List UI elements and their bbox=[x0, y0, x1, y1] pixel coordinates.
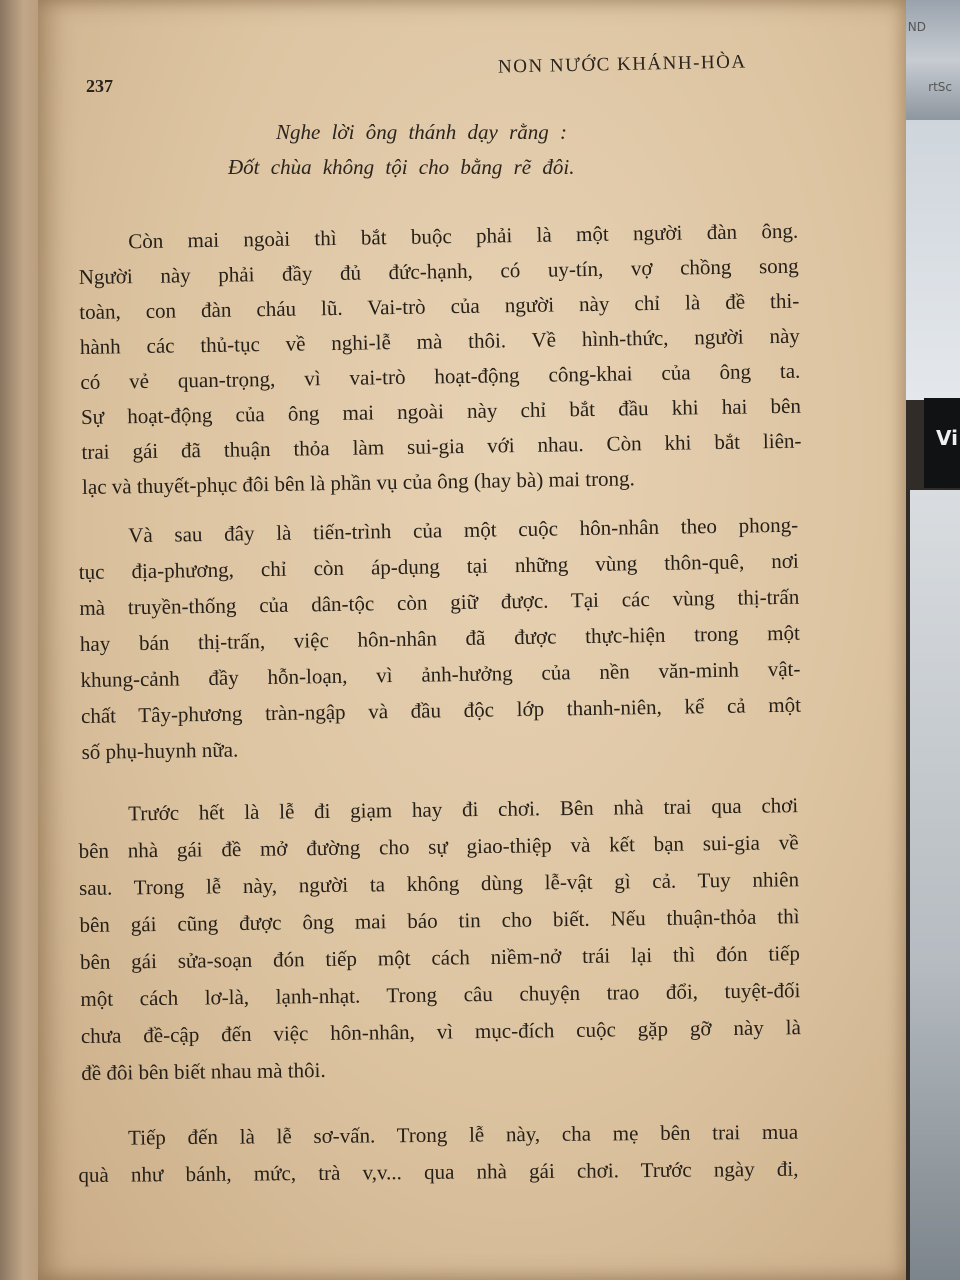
text-line: Người này phải đầy đủ đức-hạnh, có uy-tín, vợ chồng song bbox=[78, 253, 799, 289]
text-line: bên gái cũng được ông mai báo tin cho biết. Nếu thuận-thỏa thì bbox=[79, 904, 800, 937]
keyboard-label: rtSc bbox=[928, 80, 952, 94]
paragraph bbox=[78, 1118, 799, 1187]
text-line: quà như bánh, mức, trà v,v... qua nhà gái chơi. Trước ngày đi, bbox=[78, 1156, 799, 1187]
previous-page-edge bbox=[0, 0, 40, 1280]
text-line: Còn mai ngoài thì bắt buộc phải là một người đàn ông. bbox=[128, 218, 799, 254]
text-line: sau. Trong lễ này, người ta không dùng lễ-vật gì cả. Tuy nhiên bbox=[78, 867, 800, 900]
page-number: 237 bbox=[86, 76, 113, 96]
paragraph bbox=[78, 791, 801, 1085]
verse-line: Nghe lời ông thánh dạy rằng : bbox=[276, 120, 568, 144]
text-line: Trước hết là lễ đi giạm hay đi chơi. Bên nhà trai qua chơi bbox=[128, 793, 799, 826]
text-line: số phụ-huynh nữa. bbox=[81, 737, 239, 764]
paragraph bbox=[78, 511, 802, 764]
text-line: tục địa-phương, chỉ còn áp-dụng tại những vùng thôn-quê, nơi bbox=[78, 548, 799, 584]
text-line: bên gái sửa-soạn đón tiếp một cách niềm-nở trái lại thì đón tiếp bbox=[79, 941, 801, 974]
paragraph bbox=[78, 217, 802, 499]
text-line: chưa đề-cập đến việc hôn-nhân, vì mục-đích cuộc gặp gỡ này là bbox=[80, 1015, 801, 1048]
verse-line: Đốt chùa không tội cho bằng rẽ đôi. bbox=[228, 155, 575, 179]
running-header: NON NƯỚC KHÁNH-HÒA bbox=[497, 51, 747, 78]
text-line: Sự hoạt-động của ông mai ngoài này chỉ bắt đầu khi hai bên bbox=[80, 393, 802, 429]
text-line: khung-cảnh đầy hỗn-loạn, vì ảnh-hưởng của nền văn-minh vật- bbox=[80, 656, 801, 692]
text-line: có vẻ quan-trọng, vì vai-trò hoạt-động công-khai của ông ta. bbox=[80, 358, 801, 394]
text-line: hành các thủ-tục về nghi-lễ mà thôi. Về hình-thức, người này bbox=[79, 323, 800, 359]
text-line: lạc và thuyết-phục đôi bên là phần vụ của ông (hay bà) mai trong. bbox=[81, 466, 636, 499]
monitor-text: Vi bbox=[936, 426, 958, 450]
text-line: đề đôi bên biết nhau mà thôi. bbox=[81, 1057, 326, 1085]
text-line: một cách lơ-là, lạnh-nhạt. Trong câu chuyện trao đổi, tuyệt-đối bbox=[80, 978, 801, 1011]
device-label: ND bbox=[907, 20, 926, 34]
text-line: mà truyền-thống của dân-tộc còn giữ được. Tại các vùng thị-trấn bbox=[79, 584, 800, 620]
book-page bbox=[38, 0, 906, 1280]
text-line: toàn, con đàn cháu lũ. Vai-trò của người này chỉ là đề thi- bbox=[79, 288, 800, 324]
text-line: hay bán thị-trấn, việc hôn-nhân đã được thực-hiện trong một bbox=[79, 620, 801, 656]
text-line: trai gái đã thuận thỏa làm sui-gia với nhau. Còn khi bắt liên- bbox=[81, 428, 802, 464]
text-line: bên nhà gái đề mở đường cho sự giao-thiệp và kết bạn sui-gia về bbox=[78, 830, 799, 863]
background-object bbox=[910, 490, 960, 1280]
text-line: chất Tây-phương tràn-ngập và đầu độc lớp thanh-niên, kể cả một bbox=[80, 692, 802, 728]
text-line: Và sau đây là tiến-trình của một cuộc hôn-nhân theo phong- bbox=[128, 512, 799, 548]
text-line: Tiếp đến là lễ sơ-vấn. Trong lễ này, cha mẹ bên trai mua bbox=[128, 1119, 799, 1150]
background-keyboard bbox=[900, 120, 960, 400]
